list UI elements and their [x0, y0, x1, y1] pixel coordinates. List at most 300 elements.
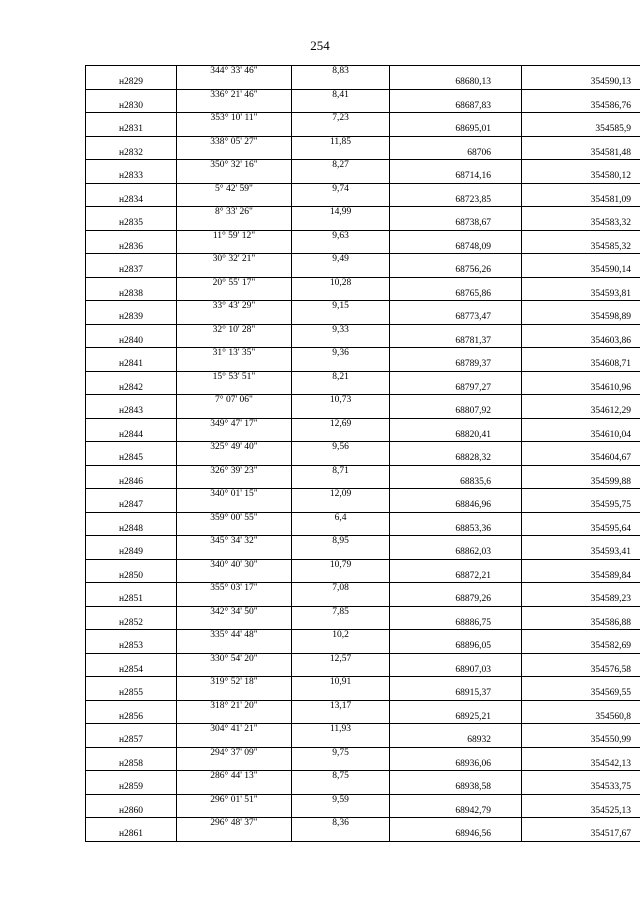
- segment-row: [86, 136, 640, 148]
- distance-cell: 7,08: [292, 583, 390, 595]
- angle-cell: 338° 05' 27": [177, 136, 292, 148]
- point-angle-cell: [177, 148, 292, 160]
- segment-name-cell: [86, 536, 177, 548]
- point-distance-cell: [292, 759, 390, 771]
- point-distance-cell: [292, 594, 390, 606]
- segment-row: [86, 630, 640, 642]
- distance-cell: 10,2: [292, 630, 390, 642]
- point-distance-cell: [292, 359, 390, 371]
- segment-name-cell: [86, 489, 177, 501]
- y-coordinate-cell: 354589,23: [522, 594, 640, 606]
- point-row: [86, 195, 640, 207]
- segment-name-cell: [86, 254, 177, 266]
- distance-cell: 8,27: [292, 160, 390, 172]
- segment-y-cell: [522, 418, 640, 430]
- segment-y-cell: [522, 489, 640, 501]
- distance-cell: 9,33: [292, 324, 390, 336]
- point-angle-cell: [177, 406, 292, 418]
- segment-x-cell: [390, 583, 522, 595]
- x-coordinate-cell: 68932: [390, 735, 522, 747]
- coordinates-table-body: [86, 66, 640, 842]
- point-angle-cell: [177, 524, 292, 536]
- y-coordinate-cell: 354585,9: [522, 124, 640, 136]
- segment-x-cell: [390, 559, 522, 571]
- angle-cell: 286° 44' 13": [177, 771, 292, 783]
- point-row: [86, 735, 640, 747]
- segment-y-cell: [522, 700, 640, 712]
- segment-y-cell: [522, 818, 640, 830]
- segment-name-cell: [86, 724, 177, 736]
- y-coordinate-cell: 354595,64: [522, 524, 640, 536]
- y-coordinate-cell: 354581,48: [522, 148, 640, 160]
- point-row: [86, 782, 640, 794]
- point-row: [86, 618, 640, 630]
- point-row: [86, 806, 640, 818]
- distance-cell: 8,75: [292, 771, 390, 783]
- point-distance-cell: [292, 641, 390, 653]
- distance-cell: 11,93: [292, 724, 390, 736]
- y-coordinate-cell: 354593,81: [522, 289, 640, 301]
- point-distance-cell: [292, 500, 390, 512]
- angle-cell: 336° 21' 46": [177, 89, 292, 101]
- segment-x-cell: [390, 653, 522, 665]
- point-name-cell: н2839: [86, 312, 177, 324]
- distance-cell: 7,85: [292, 606, 390, 618]
- segment-x-cell: [390, 794, 522, 806]
- segment-x-cell: [390, 747, 522, 759]
- segment-name-cell: [86, 113, 177, 125]
- distance-cell: 13,17: [292, 700, 390, 712]
- segment-name-cell: [86, 348, 177, 360]
- x-coordinate-cell: 68820,41: [390, 430, 522, 442]
- point-angle-cell: [177, 124, 292, 136]
- point-distance-cell: [292, 148, 390, 160]
- segment-row: [86, 536, 640, 548]
- point-angle-cell: [177, 242, 292, 254]
- segment-row: [86, 794, 640, 806]
- distance-cell: 12,69: [292, 418, 390, 430]
- distance-cell: 8,83: [292, 66, 390, 78]
- point-row: [86, 641, 640, 653]
- segment-row: [86, 113, 640, 125]
- segment-name-cell: [86, 160, 177, 172]
- y-coordinate-cell: 354595,75: [522, 500, 640, 512]
- y-coordinate-cell: 354612,29: [522, 406, 640, 418]
- point-name-cell: н2841: [86, 359, 177, 371]
- point-row: [86, 312, 640, 324]
- segment-row: [86, 677, 640, 689]
- segment-row: [86, 230, 640, 242]
- point-name-cell: н2831: [86, 124, 177, 136]
- angle-cell: 30° 32' 21": [177, 254, 292, 266]
- x-coordinate-cell: 68756,26: [390, 265, 522, 277]
- segment-row: [86, 207, 640, 219]
- segment-y-cell: [522, 160, 640, 172]
- segment-name-cell: [86, 442, 177, 454]
- point-name-cell: н2856: [86, 712, 177, 724]
- segment-y-cell: [522, 606, 640, 618]
- x-coordinate-cell: 68896,05: [390, 641, 522, 653]
- point-name-cell: н2829: [86, 77, 177, 89]
- segment-y-cell: [522, 89, 640, 101]
- point-name-cell: н2854: [86, 665, 177, 677]
- point-angle-cell: [177, 383, 292, 395]
- angle-cell: 340° 01' 15": [177, 489, 292, 501]
- distance-cell: 9,63: [292, 230, 390, 242]
- segment-y-cell: [522, 442, 640, 454]
- point-row: [86, 148, 640, 160]
- point-angle-cell: [177, 77, 292, 89]
- segment-x-cell: [390, 160, 522, 172]
- segment-y-cell: [522, 66, 640, 78]
- x-coordinate-cell: 68781,37: [390, 336, 522, 348]
- point-angle-cell: [177, 289, 292, 301]
- point-distance-cell: [292, 618, 390, 630]
- segment-y-cell: [522, 348, 640, 360]
- point-distance-cell: [292, 383, 390, 395]
- segment-name-cell: [86, 324, 177, 336]
- point-angle-cell: [177, 571, 292, 583]
- segment-name-cell: [86, 818, 177, 830]
- y-coordinate-cell: 354586,88: [522, 618, 640, 630]
- segment-x-cell: [390, 66, 522, 78]
- angle-cell: 355° 03' 17": [177, 583, 292, 595]
- segment-y-cell: [522, 136, 640, 148]
- y-coordinate-cell: 354603,86: [522, 336, 640, 348]
- point-row: [86, 77, 640, 89]
- y-coordinate-cell: 354590,14: [522, 265, 640, 277]
- segment-row: [86, 183, 640, 195]
- segment-name-cell: [86, 771, 177, 783]
- point-angle-cell: [177, 712, 292, 724]
- segment-y-cell: [522, 301, 640, 313]
- point-name-cell: н2838: [86, 289, 177, 301]
- point-row: [86, 500, 640, 512]
- x-coordinate-cell: 68797,27: [390, 383, 522, 395]
- point-distance-cell: [292, 336, 390, 348]
- point-row: [86, 218, 640, 230]
- x-coordinate-cell: 68946,56: [390, 829, 522, 841]
- segment-name-cell: [86, 395, 177, 407]
- segment-y-cell: [522, 747, 640, 759]
- segment-row: [86, 442, 640, 454]
- distance-cell: 6,4: [292, 512, 390, 524]
- point-row: [86, 383, 640, 395]
- segment-row: [86, 348, 640, 360]
- x-coordinate-cell: 68936,06: [390, 759, 522, 771]
- distance-cell: 10,73: [292, 395, 390, 407]
- segment-name-cell: [86, 630, 177, 642]
- x-coordinate-cell: 68853,36: [390, 524, 522, 536]
- point-name-cell: н2833: [86, 171, 177, 183]
- segment-name-cell: [86, 653, 177, 665]
- distance-cell: 9,59: [292, 794, 390, 806]
- segment-y-cell: [522, 653, 640, 665]
- segment-x-cell: [390, 630, 522, 642]
- segment-row: [86, 465, 640, 477]
- segment-x-cell: [390, 724, 522, 736]
- point-angle-cell: [177, 101, 292, 113]
- x-coordinate-cell: 68714,16: [390, 171, 522, 183]
- point-row: [86, 759, 640, 771]
- angle-cell: 33° 43' 29": [177, 301, 292, 313]
- angle-cell: 342° 34' 50": [177, 606, 292, 618]
- point-angle-cell: [177, 829, 292, 841]
- segment-x-cell: [390, 113, 522, 125]
- angle-cell: 304° 41' 21": [177, 724, 292, 736]
- segment-name-cell: [86, 277, 177, 289]
- angle-cell: 326° 39' 23": [177, 465, 292, 477]
- segment-row: [86, 89, 640, 101]
- distance-cell: 9,49: [292, 254, 390, 266]
- point-distance-cell: [292, 477, 390, 489]
- point-distance-cell: [292, 735, 390, 747]
- segment-y-cell: [522, 183, 640, 195]
- segment-y-cell: [522, 583, 640, 595]
- y-coordinate-cell: 354542,13: [522, 759, 640, 771]
- point-angle-cell: [177, 547, 292, 559]
- segment-name-cell: [86, 794, 177, 806]
- segment-x-cell: [390, 348, 522, 360]
- point-angle-cell: [177, 782, 292, 794]
- segment-name-cell: [86, 677, 177, 689]
- segment-row: [86, 418, 640, 430]
- point-row: [86, 524, 640, 536]
- point-name-cell: н2842: [86, 383, 177, 395]
- distance-cell: 8,95: [292, 536, 390, 548]
- point-angle-cell: [177, 641, 292, 653]
- point-distance-cell: [292, 712, 390, 724]
- point-row: [86, 477, 640, 489]
- y-coordinate-cell: 354525,13: [522, 806, 640, 818]
- point-row: [86, 406, 640, 418]
- angle-cell: 345° 34' 32": [177, 536, 292, 548]
- segment-x-cell: [390, 277, 522, 289]
- y-coordinate-cell: 354560,8: [522, 712, 640, 724]
- point-distance-cell: [292, 289, 390, 301]
- segment-row: [86, 160, 640, 172]
- segment-x-cell: [390, 677, 522, 689]
- distance-cell: 12,09: [292, 489, 390, 501]
- y-coordinate-cell: 354585,32: [522, 242, 640, 254]
- point-name-cell: н2860: [86, 806, 177, 818]
- segment-x-cell: [390, 301, 522, 313]
- distance-cell: 8,21: [292, 371, 390, 383]
- point-distance-cell: [292, 124, 390, 136]
- point-row: [86, 547, 640, 559]
- angle-cell: 344° 33' 46": [177, 66, 292, 78]
- x-coordinate-cell: 68925,21: [390, 712, 522, 724]
- point-row: [86, 289, 640, 301]
- x-coordinate-cell: 68886,75: [390, 618, 522, 630]
- distance-cell: 14,99: [292, 207, 390, 219]
- segment-x-cell: [390, 207, 522, 219]
- angle-cell: 353° 10' 11": [177, 113, 292, 125]
- distance-cell: 8,41: [292, 89, 390, 101]
- angle-cell: 335° 44' 48": [177, 630, 292, 642]
- segment-y-cell: [522, 724, 640, 736]
- segment-row: [86, 747, 640, 759]
- point-name-cell: н2837: [86, 265, 177, 277]
- segment-y-cell: [522, 207, 640, 219]
- point-distance-cell: [292, 195, 390, 207]
- point-name-cell: н2840: [86, 336, 177, 348]
- angle-cell: 349° 47' 17": [177, 418, 292, 430]
- segment-name-cell: [86, 583, 177, 595]
- x-coordinate-cell: 68680,13: [390, 77, 522, 89]
- x-coordinate-cell: 68835,6: [390, 477, 522, 489]
- angle-cell: 319° 52' 18": [177, 677, 292, 689]
- segment-name-cell: [86, 230, 177, 242]
- x-coordinate-cell: 68773,47: [390, 312, 522, 324]
- segment-x-cell: [390, 136, 522, 148]
- distance-cell: 9,56: [292, 442, 390, 454]
- angle-cell: 359° 00' 55": [177, 512, 292, 524]
- segment-name-cell: [86, 747, 177, 759]
- point-distance-cell: [292, 571, 390, 583]
- point-angle-cell: [177, 688, 292, 700]
- point-row: [86, 571, 640, 583]
- segment-x-cell: [390, 512, 522, 524]
- x-coordinate-cell: 68907,03: [390, 665, 522, 677]
- segment-y-cell: [522, 559, 640, 571]
- segment-name-cell: [86, 136, 177, 148]
- point-angle-cell: [177, 359, 292, 371]
- point-distance-cell: [292, 688, 390, 700]
- distance-cell: 12,57: [292, 653, 390, 665]
- segment-row: [86, 489, 640, 501]
- point-name-cell: н2859: [86, 782, 177, 794]
- point-name-cell: н2850: [86, 571, 177, 583]
- segment-name-cell: [86, 559, 177, 571]
- segment-name-cell: [86, 606, 177, 618]
- point-angle-cell: [177, 477, 292, 489]
- point-angle-cell: [177, 618, 292, 630]
- x-coordinate-cell: 68846,96: [390, 500, 522, 512]
- segment-x-cell: [390, 324, 522, 336]
- segment-name-cell: [86, 418, 177, 430]
- point-row: [86, 171, 640, 183]
- point-distance-cell: [292, 101, 390, 113]
- point-row: [86, 688, 640, 700]
- segment-y-cell: [522, 794, 640, 806]
- point-row: [86, 453, 640, 465]
- segment-row: [86, 324, 640, 336]
- angle-cell: 31° 13' 35": [177, 348, 292, 360]
- angle-cell: 330° 54' 20": [177, 653, 292, 665]
- point-angle-cell: [177, 171, 292, 183]
- segment-y-cell: [522, 371, 640, 383]
- y-coordinate-cell: 354599,88: [522, 477, 640, 489]
- angle-cell: 8° 33' 26": [177, 207, 292, 219]
- distance-cell: 9,74: [292, 183, 390, 195]
- point-angle-cell: [177, 430, 292, 442]
- page-number: 254: [310, 38, 330, 53]
- point-name-cell: н2834: [86, 195, 177, 207]
- segment-x-cell: [390, 395, 522, 407]
- segment-row: [86, 559, 640, 571]
- point-distance-cell: [292, 524, 390, 536]
- point-angle-cell: [177, 735, 292, 747]
- x-coordinate-cell: 68765,86: [390, 289, 522, 301]
- point-angle-cell: [177, 500, 292, 512]
- point-distance-cell: [292, 406, 390, 418]
- x-coordinate-cell: 68748,09: [390, 242, 522, 254]
- segment-x-cell: [390, 183, 522, 195]
- segment-y-cell: [522, 395, 640, 407]
- point-name-cell: н2851: [86, 594, 177, 606]
- y-coordinate-cell: 354590,13: [522, 77, 640, 89]
- point-distance-cell: [292, 453, 390, 465]
- distance-cell: 10,79: [292, 559, 390, 571]
- x-coordinate-cell: 68828,32: [390, 453, 522, 465]
- segment-y-cell: [522, 677, 640, 689]
- point-angle-cell: [177, 806, 292, 818]
- angle-cell: 11° 59' 12": [177, 230, 292, 242]
- segment-row: [86, 818, 640, 830]
- segment-name-cell: [86, 465, 177, 477]
- point-name-cell: н2853: [86, 641, 177, 653]
- angle-cell: 325° 49' 40": [177, 442, 292, 454]
- y-coordinate-cell: 354533,75: [522, 782, 640, 794]
- point-row: [86, 359, 640, 371]
- coordinates-table: [85, 65, 640, 842]
- x-coordinate-cell: 68942,79: [390, 806, 522, 818]
- distance-cell: 7,23: [292, 113, 390, 125]
- segment-y-cell: [522, 630, 640, 642]
- point-angle-cell: [177, 453, 292, 465]
- point-name-cell: н2845: [86, 453, 177, 465]
- point-row: [86, 124, 640, 136]
- y-coordinate-cell: 354576,58: [522, 665, 640, 677]
- segment-row: [86, 66, 640, 78]
- segment-y-cell: [522, 512, 640, 524]
- angle-cell: 7° 07' 06": [177, 395, 292, 407]
- point-distance-cell: [292, 265, 390, 277]
- x-coordinate-cell: 68862,03: [390, 547, 522, 559]
- segment-y-cell: [522, 536, 640, 548]
- point-distance-cell: [292, 806, 390, 818]
- segment-y-cell: [522, 230, 640, 242]
- point-distance-cell: [292, 665, 390, 677]
- segment-y-cell: [522, 324, 640, 336]
- segment-y-cell: [522, 254, 640, 266]
- segment-x-cell: [390, 489, 522, 501]
- segment-name-cell: [86, 700, 177, 712]
- segment-row: [86, 606, 640, 618]
- y-coordinate-cell: 354593,41: [522, 547, 640, 559]
- y-coordinate-cell: 354610,04: [522, 430, 640, 442]
- segment-row: [86, 277, 640, 289]
- point-row: [86, 665, 640, 677]
- point-angle-cell: [177, 594, 292, 606]
- y-coordinate-cell: 354608,71: [522, 359, 640, 371]
- y-coordinate-cell: 354610,96: [522, 383, 640, 395]
- x-coordinate-cell: 68706: [390, 148, 522, 160]
- segment-x-cell: [390, 536, 522, 548]
- segment-x-cell: [390, 700, 522, 712]
- segment-name-cell: [86, 207, 177, 219]
- x-coordinate-cell: 68807,92: [390, 406, 522, 418]
- distance-cell: 11,85: [292, 136, 390, 148]
- angle-cell: 294° 37' 09": [177, 747, 292, 759]
- distance-cell: 10,28: [292, 277, 390, 289]
- point-name-cell: н2846: [86, 477, 177, 489]
- segment-x-cell: [390, 465, 522, 477]
- point-distance-cell: [292, 171, 390, 183]
- point-name-cell: н2832: [86, 148, 177, 160]
- point-distance-cell: [292, 242, 390, 254]
